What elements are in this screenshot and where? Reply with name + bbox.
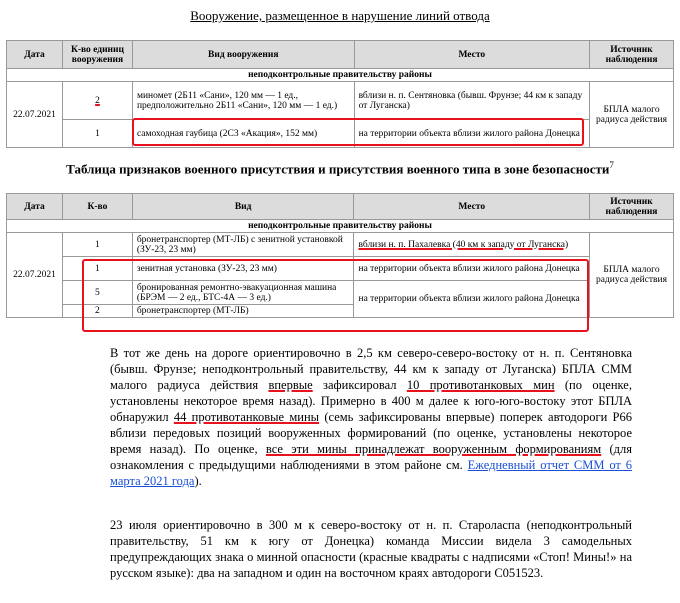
text: (семь зафиксированы впервые) поперек автодороги Р66 вблизи передовых позиций вооруженных формирований (по оценке, установлены некоторое время назад). По оценке, bbox=[110, 410, 633, 456]
qty-cell: 5 bbox=[62, 281, 132, 305]
qty-cell: 2 bbox=[62, 305, 132, 318]
paragraph-mines bbox=[110, 345, 632, 489]
text: зафиксировал bbox=[312, 378, 407, 392]
qty-cell: 2 bbox=[95, 95, 100, 106]
col-date: Дата bbox=[7, 41, 63, 69]
table-row bbox=[7, 233, 674, 257]
place-cell: вблизи н. п. Сентяновка (бывш. Фрунзе; 44 км к западу от Луганска) bbox=[354, 82, 589, 120]
text-highlight: 44 противотанковые мины bbox=[173, 410, 320, 424]
place-text: вблизи н. п. Пахалевка (40 км к западу от Луганска) bbox=[358, 239, 569, 250]
type-cell: бронетранспортер (МТ-ЛБ) с зенитной установкой (ЗУ-23, 23 мм) bbox=[132, 233, 354, 257]
col-source: Источник наблюдения bbox=[590, 194, 674, 220]
col-qty: К-во bbox=[62, 194, 132, 220]
qty-cell: 1 bbox=[62, 120, 132, 148]
text-highlight: все эти мины принадлежат вооруженным формированиям bbox=[265, 442, 602, 456]
place-cell: на территории объекта вблизи жилого района Донецка bbox=[354, 120, 589, 148]
place-cell bbox=[354, 233, 590, 257]
place-cell: на территории объекта вблизи жилого района Донецка bbox=[354, 281, 590, 318]
type-cell: миномет (2Б11 «Сани», 120 мм — 1 ед., предположительно 2Б11 «Сани», 120 мм — 1 ед.) bbox=[132, 82, 354, 120]
place-cell: на территории объекта вблизи жилого района Донецка bbox=[354, 257, 590, 281]
group-row: неподконтрольные правительству районы bbox=[7, 220, 674, 233]
text: (для ознакомления с предыдущими наблюдениями в этом районе см. bbox=[110, 442, 632, 472]
source-cell: БПЛА малого радиуса действия bbox=[590, 233, 674, 318]
source-cell: БПЛА малого радиуса действия bbox=[590, 82, 674, 148]
section-title-presence bbox=[0, 160, 680, 177]
col-qty: К-во единиц вооружения bbox=[62, 41, 132, 69]
table-row bbox=[7, 82, 674, 120]
section-title-weapons: Вооружение, размещенное в нарушение линий отвода bbox=[190, 8, 490, 23]
highlight-box bbox=[132, 118, 584, 146]
highlight-box bbox=[82, 259, 589, 332]
date-cell: 22.07.2021 bbox=[7, 82, 63, 148]
text-highlight: 10 противотанковых мин bbox=[406, 378, 555, 392]
paragraph-signs: 23 июля ориентировочно в 300 м к северо-востоку от н. п. Староласпа (неподконтрольный правительству, 51 км к югу от Донецка) команда Миссии видела 3 самодельных предупреждающих знака о минной опасности (красные квадраты с надписями «Стоп! Мины!» на русском языке): два на западном и один на восточном краях автодороги С051523. bbox=[110, 518, 632, 580]
text: В тот же день на дороге ориентировочно в 2,5 км северо-северо-востоку от н. п. Сентяновка (бывш. Фрунзе; неподконтрольный правительству, 44 км к западу от Луганска) БПЛА СММ малого радиуса действия bbox=[110, 346, 632, 392]
qty-cell: 1 bbox=[62, 257, 132, 281]
report-link[interactable]: Ежедневный отчет СММ от 6 марта 2021 года bbox=[110, 458, 633, 488]
group-row: неподконтрольные правительству районы bbox=[7, 69, 674, 82]
text-highlight: впервые bbox=[268, 378, 313, 392]
col-type: Вид вооружения bbox=[132, 41, 354, 69]
type-cell: самоходная гаубица (2С3 «Акация», 152 мм) bbox=[132, 120, 354, 148]
col-place: Место bbox=[354, 41, 589, 69]
type-cell: бронетранспортер (МТ-ЛБ) bbox=[132, 305, 354, 318]
qty-cell: 1 bbox=[62, 233, 132, 257]
col-source: Источник наблюдения bbox=[590, 41, 674, 69]
col-date: Дата bbox=[7, 194, 63, 220]
text: (по оценке, установлены некоторое время назад). Примерно в 400 м далее к юго-юго-востоку этот БПЛА обнаружил bbox=[110, 378, 632, 424]
title-text: Таблица признаков военного присутствия и присутствия военного типа в зоне безопасности bbox=[66, 161, 610, 177]
footnote-mark: 7 bbox=[609, 160, 614, 170]
col-place: Место bbox=[354, 194, 590, 220]
text: ). bbox=[194, 474, 202, 488]
col-type: Вид bbox=[132, 194, 354, 220]
type-cell: зенитная установка (ЗУ-23, 23 мм) bbox=[132, 257, 354, 281]
type-cell: бронированная ремонтно-эвакуационная машина (БРЭМ — 2 ед., БТС-4А — 3 ед.) bbox=[132, 281, 354, 305]
date-cell: 22.07.2021 bbox=[7, 233, 63, 318]
